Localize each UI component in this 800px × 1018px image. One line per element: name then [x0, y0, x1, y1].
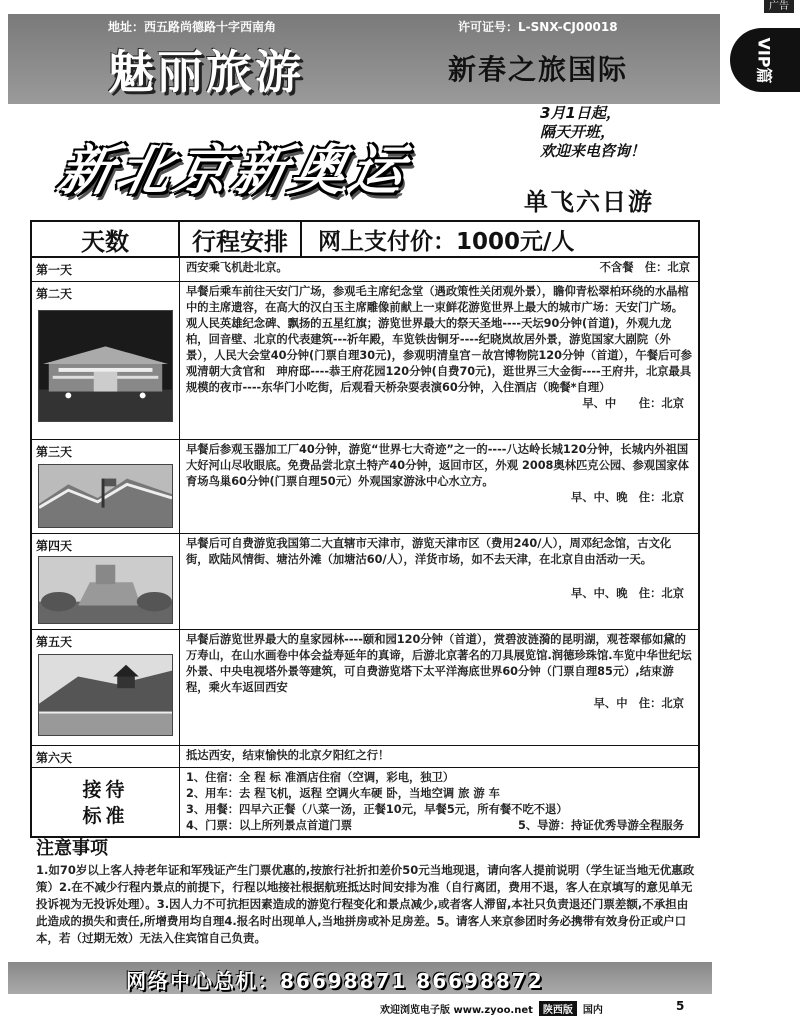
day-cell	[32, 630, 180, 745]
license-text: 许可证号：L-SNX-CJ00018	[458, 20, 618, 34]
standards-label-cell	[32, 768, 180, 836]
monument-photo	[38, 556, 173, 624]
vip-tab-label: VIP篇	[754, 36, 774, 84]
footer-line	[380, 1001, 603, 1016]
edition-badge: 陕西版	[539, 1001, 577, 1016]
day-cell	[32, 282, 180, 439]
day-cell	[32, 258, 180, 281]
day-text	[180, 534, 698, 629]
notice-body: 1.如70岁以上客人持老年证和军残证产生门票优惠的,按旅行社折扣差价50元当地现退，请向客人提前说明（学生证当地无优惠政策）2.在不减少行程内景点的前提下，行程以地接社根据航班抵达时间安排为准（自行离团，费用不退，客人在京填写的意见单无投诉视为无投诉处理）。3.因人力不可抗拒因素造成的游览行程变化和景点减少,或者客人滞留,本社只负责退还门票差额,不承担由此造成的损失和责任,所增费用均自理4.报名时出现单人,当地拼房或补足房差。5。请客人来京参团时务必携带有效身份正或户口本，若（过期无效）无法入住宾馆自己负责。	[36, 863, 695, 945]
table-row	[32, 534, 698, 630]
promo-line: 隔天开班，	[540, 123, 616, 141]
header-price: 网上支付价：1000元/人	[318, 228, 575, 255]
day-desc: 西安乘飞机赴北京。	[186, 261, 288, 274]
day-text	[180, 282, 698, 439]
header-days: 天数	[32, 222, 180, 256]
page-number: 5	[676, 999, 685, 1013]
tiananmen-night-photo	[38, 310, 173, 422]
hotline-bar	[8, 962, 712, 994]
standards-text	[180, 768, 698, 836]
day-text	[180, 440, 698, 533]
summer-palace-photo	[38, 654, 173, 736]
tour-name: 单飞六日游	[524, 188, 654, 216]
slogan-title: 新北京新奥运	[52, 138, 415, 202]
company-name: 新春之旅国际	[448, 53, 629, 86]
standards-label	[36, 777, 175, 829]
day-meal: 不含餐 住：北京	[599, 261, 690, 274]
day-desc: 早餐后游览世界最大的皇家园林----颐和园120分钟（首道），赏碧波涟漪的昆明湖，观苍翠郁如黛的万寿山，在山水画卷中体会益寿延年的真谛，后游北京著名的刀具展览馆.润德珍珠馆.车览中华世纪坛外景、中央电视塔外景等建筑，可自费游览塔下太平洋海底世界60分钟（门票自理85元）,结束游程，乘火车返回西安	[186, 633, 692, 694]
standard-item: 3、用餐：四早六正餐（八菜一汤，正餐10元，早餐5元，所有餐不吃不退）	[186, 803, 568, 816]
day-desc: 早餐后可自费游览我国第二大直辖市天津市，游览天津市区（费用240/人），周邓纪念馆，古文化街，欧陆风情街、塘沽外滩（加塘沽60/人），洋货市场，如不去天津，在北京自由活动一天。	[186, 537, 672, 566]
table-row	[32, 768, 698, 836]
day-label: 第二天	[36, 287, 73, 301]
standard-item: 4、门票：以上所列景点首道门票	[186, 819, 353, 832]
hotline-text: 网络中心总机：86698871 86698872	[126, 969, 544, 993]
great-wall-photo	[38, 464, 173, 528]
day-desc: 早餐后乘车前往天安门广场，参观毛主席纪念堂（遇政策性关闭观外景），瞻仰青松翠柏环绕的水晶棺中的主席遗容，在高大的汉白玉主席雕像前献上一束鲜花游览世界上最大的城市广场：天安门广场。观人民英雄纪念碑、飘扬的五星红旗；游览世界最大的祭天圣地----天坛90分钟(首道)，外观九龙柏，回音壁、北京的代表建筑---祈年殿，车览铁齿铜牙----纪晓岚故居外景，游览国家大剧院（外景），人民大会堂40分钟(门票自理30元)，参观明清皇宫－故宫博物院120分钟（首道），午餐后可参观清朝大贪官和 珅府邸----恭王府花园120分钟(自费70元)，逛世界三大金街----王府井，北京最具规模的夜市----东华门小吃街，后观看天桥杂耍表演60分钟，入住酒店（晚餐*自理）	[186, 285, 692, 394]
promo-line: 欢迎来电咨询！	[540, 142, 646, 160]
header-itinerary: 行程安排	[180, 222, 302, 256]
day-cell	[32, 534, 180, 629]
day-label: 第一天	[36, 263, 73, 277]
site-text: 欢迎浏览电子版 www.zyoo.net	[380, 1005, 533, 1016]
section-text: 国内	[582, 1005, 603, 1016]
standard-item: 2、用车：去 程飞机，返程 空调火车硬 卧，当地空调 旅 游 车	[186, 787, 500, 800]
table-row	[32, 258, 698, 282]
day-label: 第六天	[36, 751, 73, 765]
day-desc: 抵达西安，结束愉快的北京夕阳红之行！	[186, 749, 390, 762]
day-label: 第四天	[36, 539, 73, 553]
brand-logo: 魅丽旅游	[108, 45, 304, 99]
ad-tag: 广告	[764, 0, 794, 13]
day-label: 第五天	[36, 635, 73, 649]
day-label: 第三天	[36, 445, 73, 459]
day-meal: 早、中 住：北京	[593, 697, 684, 710]
promo-line: 3月1日起，	[540, 104, 621, 122]
day-meal: 早、中、晚 住：北京	[571, 491, 684, 504]
table-header	[32, 222, 698, 258]
notice-title: 注意事项	[36, 838, 108, 859]
standards-label-line: 接待	[82, 779, 129, 801]
day-meal: 早、中 住：北京	[582, 397, 684, 410]
notice-section	[36, 834, 696, 947]
day-meal: 早、中、晚 住：北京	[571, 587, 684, 600]
standard-item-pair	[186, 818, 692, 834]
day-cell	[32, 440, 180, 533]
table-row	[32, 282, 698, 440]
address-text: 地址：西五路尚德路十字西南角	[108, 20, 277, 34]
day-cell	[32, 746, 180, 767]
vip-tab	[730, 28, 800, 92]
itinerary-table	[30, 220, 700, 838]
top-strip	[0, 0, 800, 14]
standard-item: 1、住宿：全 程 标 准酒店住宿（空调，彩电，独卫）	[186, 771, 455, 784]
day-text	[180, 258, 698, 281]
table-row	[32, 440, 698, 534]
standards-label-line: 标准	[82, 805, 129, 827]
standard-item: 5、导游：持证优秀导游全程服务	[517, 819, 684, 832]
promo-text	[540, 104, 645, 161]
day-text	[180, 746, 698, 767]
day-desc: 早餐后参观玉器加工厂40分钟，游览“世界七大奇迹”之一的----八达岭长城120分钟，长城内外祖国大好河山尽收眼底。免费品尝北京土特产40分钟，返回市区，外观 2008奥林匹克公园、参观国家体育场鸟巢60分钟(门票自理50元）外观国家游泳中心水立方。	[186, 443, 689, 488]
table-row	[32, 746, 698, 768]
table-row	[32, 630, 698, 746]
day-text	[180, 630, 698, 745]
header-banner	[8, 14, 720, 104]
